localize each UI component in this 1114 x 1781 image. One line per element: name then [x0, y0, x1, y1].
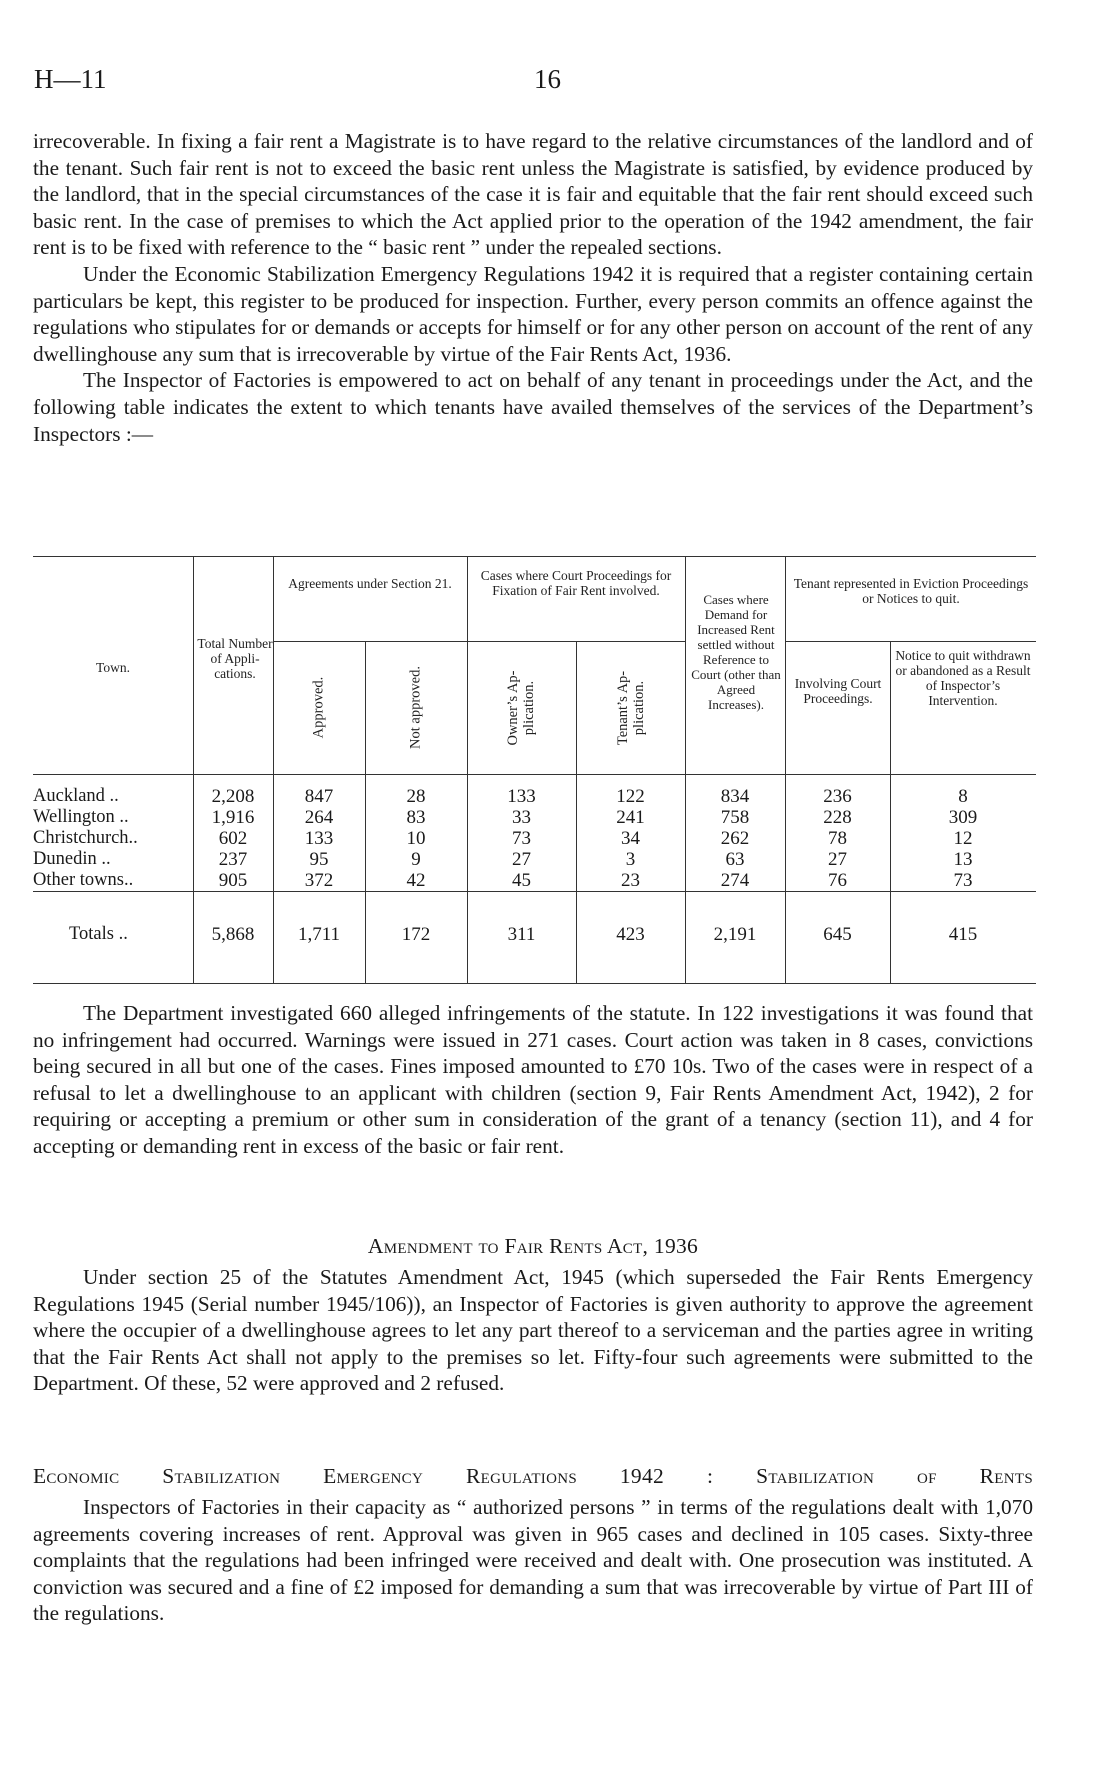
- cell-not-approved: 83: [406, 807, 426, 828]
- cell-demand: 758: [720, 807, 750, 828]
- cell-demand: 834: [720, 786, 750, 807]
- total-tenants: 423: [616, 924, 645, 945]
- after-table-text: [33, 1000, 1033, 1160]
- paragraph: irrecoverable. In fixing a fair rent a Magistrate is to have regard to the relative circumstances of the landlord and of the tenant. Such fair rent is not to exceed the basic rent unless the Magistrate is satisfied, by evidence produced by the landlord, that in the special circumstances of the case it is fair and equitable that the fair rent should exceed such basic rent. In the case of premises to which the Act applied prior to the operation of the 1942 amendment, the fair rent is to be fixed with reference to the “ basic rent ” under the repealed sections.: [33, 129, 1033, 260]
- total-notice: 415: [948, 924, 978, 945]
- header-town: Town.: [96, 660, 130, 675]
- row-town: Auckland ..: [33, 786, 119, 806]
- cell-notice: 12: [953, 828, 973, 849]
- row-town: Dunedin ..: [33, 849, 111, 869]
- section-heading-stabilization: Economic Stabilization Emergency Regulations 1942 : Stabilization of Rents: [33, 1464, 1033, 1488]
- paragraph: Under section 25 of the Statutes Amendment Act, 1945 (which superseded the Fair Rents Emergency Regulations 1945 (Serial number 1945/106)), an Inspector of Factories is given authority to approve the agreement where the occupier of a dwellinghouse agrees to let any part thereof to a serviceman and the parties agree in writing that the Fair Rents Act shall not apply to the premises so let. Fifty-four such agreements were submitted to the Department. Of these, 52 were approved and 2 refused.: [33, 1265, 1033, 1396]
- cell-involving: 76: [828, 870, 847, 891]
- cell-owners: 133: [507, 786, 536, 807]
- cell-notice: 8: [958, 786, 968, 807]
- cell-owners: 73: [512, 828, 531, 849]
- document-code: H—11: [34, 64, 107, 94]
- cell-notice: 309: [948, 807, 978, 828]
- row-town: Wellington ..: [33, 807, 129, 827]
- cell-approved: 847: [304, 786, 334, 807]
- total-involving: 645: [823, 924, 852, 945]
- header-notice-withdrawn: Notice to quit withdrawn or abandoned as a Result of Inspector’s Intervention.: [895, 648, 1031, 708]
- total-approved: 1,711: [297, 924, 341, 945]
- header-agreements-group: Agreements under Section 21.: [288, 576, 452, 591]
- page-header: [34, 64, 1034, 100]
- cell-approved: 372: [304, 870, 334, 891]
- cell-tenants: 34: [621, 828, 640, 849]
- cell-not-approved: 10: [406, 828, 426, 849]
- cell-not-approved: 28: [406, 786, 426, 807]
- header-tenants-application: Tenant’s Ap-plication.: [615, 670, 647, 746]
- paragraph: Under the Economic Stabilization Emergency Regulations 1942 it is required that a register containing certain particulars be kept, this register to be produced for inspection. Further, every person commits an offence against the regulations who stipulates for or demands or accepts for himself or for any other person on account of the rent of any dwellinghouse any sum that is irrecoverable by virtue of the Fair Rents Act, 1936.: [33, 261, 1033, 366]
- header-total-applications: Total Number of Appli-cations.: [197, 636, 273, 681]
- total-owners: 311: [507, 924, 536, 945]
- cell-not-approved: 9: [411, 849, 421, 870]
- total-demand: 2,191: [713, 924, 757, 945]
- cell-tenants: 3: [625, 849, 636, 870]
- cell-approved: 133: [304, 828, 334, 849]
- cell-tenants: 241: [616, 807, 645, 828]
- cell-owners: 45: [512, 870, 531, 891]
- cell-demand: 262: [720, 828, 750, 849]
- cell-total: 237: [218, 849, 248, 870]
- total-total: 5,868: [211, 924, 255, 945]
- paragraph: The Department investigated 660 alleged infringements of the statute. In 122 investigations it was found that no infringement had occurred. Warnings were issued in 271 cases. Court action was taken in 8 cases, convictions being secured in all but one of the cases. Fines imposed amounted to £70 10s. Two of the cases were in respect of a refusal to let a dwellinghouse to an applicant with children (section 9, Fair Rents Amendment Act, 1942), 2 for requiring or accepting a premium or other sum in consideration of the grant of a tenancy (section 11), and 4 for accepting or demanding rent in excess of the basic or fair rent.: [33, 1001, 1033, 1158]
- cell-not-approved: 42: [406, 870, 426, 891]
- header-tenant-group: Tenant represented in Eviction Proceedings or Notices to quit.: [793, 576, 1029, 606]
- page-number: 16: [534, 64, 561, 94]
- paragraph: Inspectors of Factories in their capacity as “ authorized persons ” in terms of the regulations dealt with 1,070 agreements covering increases of rent. Approval was given in 965 cases and declined in 105 cases. Sixty-three complaints that the regulations had been infringed were received and dealt with. One prosecution was instituted. A conviction was secured and a fine of £2 imposed for demanding a sum that was irrecoverable by virtue of Part III of the regulations.: [33, 1495, 1033, 1626]
- total-not-approved: 172: [401, 924, 431, 945]
- section-heading-amendment: Amendment to Fair Rents Act, 1936: [367, 1234, 699, 1258]
- cell-notice: 73: [953, 870, 973, 891]
- row-town: Other towns..: [33, 870, 134, 890]
- cell-approved: 264: [304, 807, 334, 828]
- cell-total: 1,916: [211, 807, 255, 828]
- cell-involving: 27: [828, 849, 847, 870]
- header-court-group: Cases where Court Proceedings for Fixation of Fair Rent involved.: [480, 568, 672, 598]
- cell-notice: 13: [953, 849, 973, 870]
- header-owners-application: Owner’s Ap-plication.: [505, 670, 537, 746]
- cell-total: 905: [218, 870, 248, 891]
- amendment-text: [33, 1264, 1033, 1397]
- cell-approved: 95: [309, 849, 329, 870]
- header-demand-settled: Cases where Demand for Increased Rent settled without Reference to Court (other than Agreed Increases).: [691, 592, 781, 712]
- cell-involving: 228: [823, 807, 852, 828]
- cell-involving: 78: [828, 828, 847, 849]
- stabilization-text: [33, 1494, 1033, 1627]
- paragraph: The Inspector of Factories is empowered to act on behalf of any tenant in proceedings under the Act, and the following table indicates the extent to which tenants have availed themselves of the services of the Department’s Inspectors :—: [33, 368, 1033, 446]
- statistics-table: [33, 556, 1036, 984]
- cell-demand: 63: [725, 849, 745, 870]
- totals-label: Totals ..: [69, 924, 128, 944]
- cell-total: 2,208: [211, 786, 255, 807]
- cell-involving: 236: [823, 786, 852, 807]
- cell-total: 602: [218, 828, 248, 849]
- cell-tenants: 23: [621, 870, 640, 891]
- header-not-approved: Not approved.: [407, 666, 424, 749]
- header-approved: Approved.: [310, 676, 327, 739]
- cell-owners: 27: [512, 849, 531, 870]
- cell-tenants: 122: [616, 786, 645, 807]
- intro-text: [33, 128, 1033, 447]
- header-involving-court: Involving Court Proceedings.: [794, 676, 882, 706]
- cell-demand: 274: [720, 870, 750, 891]
- cell-owners: 33: [512, 807, 531, 828]
- row-town: Christchurch..: [33, 828, 138, 848]
